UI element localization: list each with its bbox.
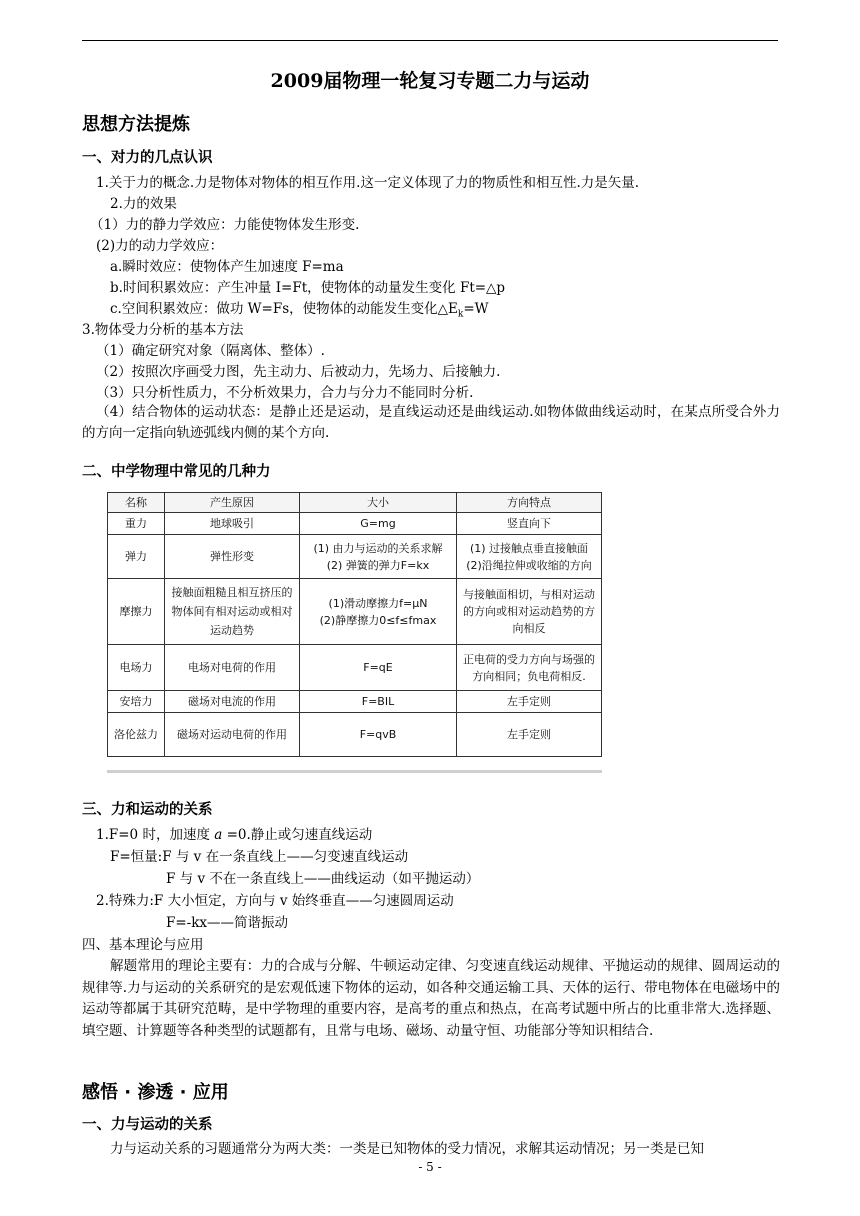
text-line: a.瞬时效应：使物体产生加速度 F=ma [110, 259, 344, 275]
table-cell-size: G=mg [300, 513, 457, 535]
cell-line: 正电荷的受力方向与场强的 [463, 652, 595, 666]
text-line: 2.力的效果 [110, 196, 177, 212]
table-cell-direction: 左手定则 [457, 691, 602, 713]
cell-line: 向相反 [512, 622, 546, 635]
cell-line: (1)滑动摩擦力f=μN [328, 596, 428, 610]
table-cell-name: 重力 [108, 513, 165, 535]
text-line: (2)力的动力学效应： [96, 238, 224, 254]
table-header-cell: 方向特点 [457, 493, 602, 513]
text-line: F=恒量:F 与 v 在一条直线上——匀变速直线运动 [110, 849, 409, 865]
table-cell-name: 电场力 [108, 645, 165, 691]
table-cell-cause: 电场对电荷的作用 [165, 645, 300, 691]
cell-line: 方向相同；负电荷相反. [472, 669, 586, 683]
table-cell-name: 安培力 [108, 691, 165, 713]
cell-line: (2) 弹簧的弹力F=kx [326, 558, 430, 572]
document-title: 2009届物理一轮复习专题二力与运动 [270, 70, 590, 92]
table-cell-cause: 接触面粗糙且相互挤压的物体间有相对运动或相对运动趋势 [165, 579, 300, 645]
text-paragraph: （4）结合物体的运动状态：是静止还是运动，是直线运动还是曲线运动.如物体做曲线运动时，在某点所受合外力的方向一定指向轨迹弧线内侧的某个方向. [82, 404, 780, 441]
page-number: - 5 - [418, 1160, 442, 1174]
subheading-common-forces: 二、中学物理中常见的几种力 [82, 464, 271, 480]
table-cell-cause: 磁场对电流的作用 [165, 691, 300, 713]
table-header-row [108, 493, 602, 513]
cell-line: (2)静摩擦力0≤f≤fmax [319, 613, 437, 627]
table-cell-size: F=BIL [300, 691, 457, 713]
subheading-force-concepts: 一、对力的几点认识 [82, 150, 213, 166]
table-cell-direction [457, 535, 602, 579]
cell-line: (1) 由力与运动的关系求解 [313, 541, 443, 555]
text-line: （3）只分析性质力，不分析效果力，合力与分力不能同时分析. [96, 385, 474, 401]
table-cell-cause: 地球吸引 [165, 513, 300, 535]
table-row [108, 535, 602, 579]
cell-line: (1) 过接触点垂直接触面 [469, 541, 589, 555]
table-header-cell: 产生原因 [165, 493, 300, 513]
table-cell-size [300, 535, 457, 579]
text-line: c.空间积累效应：做功 W=Fs，使物体的动能发生变化$\triangle E_k=W$ [110, 301, 489, 320]
cell-line: 的方向或相对运动趋势的方 [463, 605, 595, 618]
text-line: 3.物体受力分析的基本方法 [82, 322, 244, 338]
text-paragraph: 解题常用的理论主要有：力的合成与分解、牛顿运动定律、匀变速直线运动规律、平抛运动的规律、圆周运动的规律等.力与运动的关系研究的是宏观低速下物体的运动，如各种交通运输工具、天体的运行、带电物体在电磁场中的运动等都属于其研究范畴，是中学物理的重要内容，是高考的重点和热点，在高考试题中所占的比重非常大.选择题、填空题、计算题等各种类型的试题都有，且常与电场、磁场、动量守恒、功能部分等知识相结合. [82, 958, 780, 1039]
table-cell-size [300, 579, 457, 645]
text-line: 1.F=0 时，加速度 a =0.静止或匀速直线运动 [96, 827, 373, 843]
table-cell-name: 洛伦兹力 [108, 713, 165, 757]
table-cell-size: F=qE [300, 645, 457, 691]
table-row [108, 513, 602, 535]
text-line: （1）力的静力学效应：力能使物体发生形变. [90, 217, 360, 233]
table-cell-name: 摩擦力 [108, 579, 165, 645]
table-header-cell: 大小 [300, 493, 457, 513]
table-cell-size: F=qvB [300, 713, 457, 757]
text-line: （2）按照次序画受力图，先主动力、后被动力，先场力、后接触力. [96, 364, 501, 380]
table-row [108, 691, 602, 713]
table-header-cell: 名称 [108, 493, 165, 513]
text-line: 力与运动关系的习题通常分为两大类：一类是已知物体的受力情况，求解其运动情况；另一类是已知 [110, 1141, 704, 1157]
table-cell-direction: 竖直向下 [457, 513, 602, 535]
table-cell-direction [457, 645, 602, 691]
cell-line: 与接触面相切，与相对运动 [463, 588, 595, 601]
section-heading-application: 感悟 · 渗透 · 应用 [82, 1082, 229, 1103]
table-cell-cause: 磁场对运动电荷的作用 [165, 713, 300, 757]
table-cell-direction [457, 579, 602, 645]
subheading-theory: 四、基本理论与应用 [82, 937, 204, 953]
text-line: F=-kx——简谐振动 [166, 915, 289, 931]
subheading-force-motion-2: 一、力与运动的关系 [82, 1117, 213, 1133]
table-row [108, 713, 602, 757]
section-heading-methods: 思想方法提炼 [82, 114, 190, 135]
header-rule [82, 40, 778, 41]
table-cell-cause: 弹性形变 [165, 535, 300, 579]
table-cell-name: 弹力 [108, 535, 165, 579]
text-line: （1）确定研究对象（隔离体、整体）. [96, 343, 325, 359]
text-line: F 与 v 不在一条直线上——曲线运动（如平抛运动） [166, 871, 480, 887]
table-cell-direction: 左手定则 [457, 713, 602, 757]
cell-line: (2)沿绳拉伸或收缩的方向 [466, 558, 592, 572]
text-line: b.时间积累效应：产生冲量 I=Ft，使物体的动量发生变化 Ft=△p [110, 280, 506, 296]
subheading-force-motion: 三、力和运动的关系 [82, 802, 213, 818]
table-shadow [107, 770, 602, 773]
text-line: 2.特殊力:F 大小恒定，方向与 v 始终垂直——匀速圆周运动 [96, 893, 454, 909]
table-row [108, 645, 602, 691]
text-line: 1.关于力的概念.力是物体对物体的相互作用.这一定义体现了力的物质性和相互性.力是矢量. [96, 175, 640, 191]
table-row [108, 579, 602, 645]
forces-table [107, 492, 602, 757]
